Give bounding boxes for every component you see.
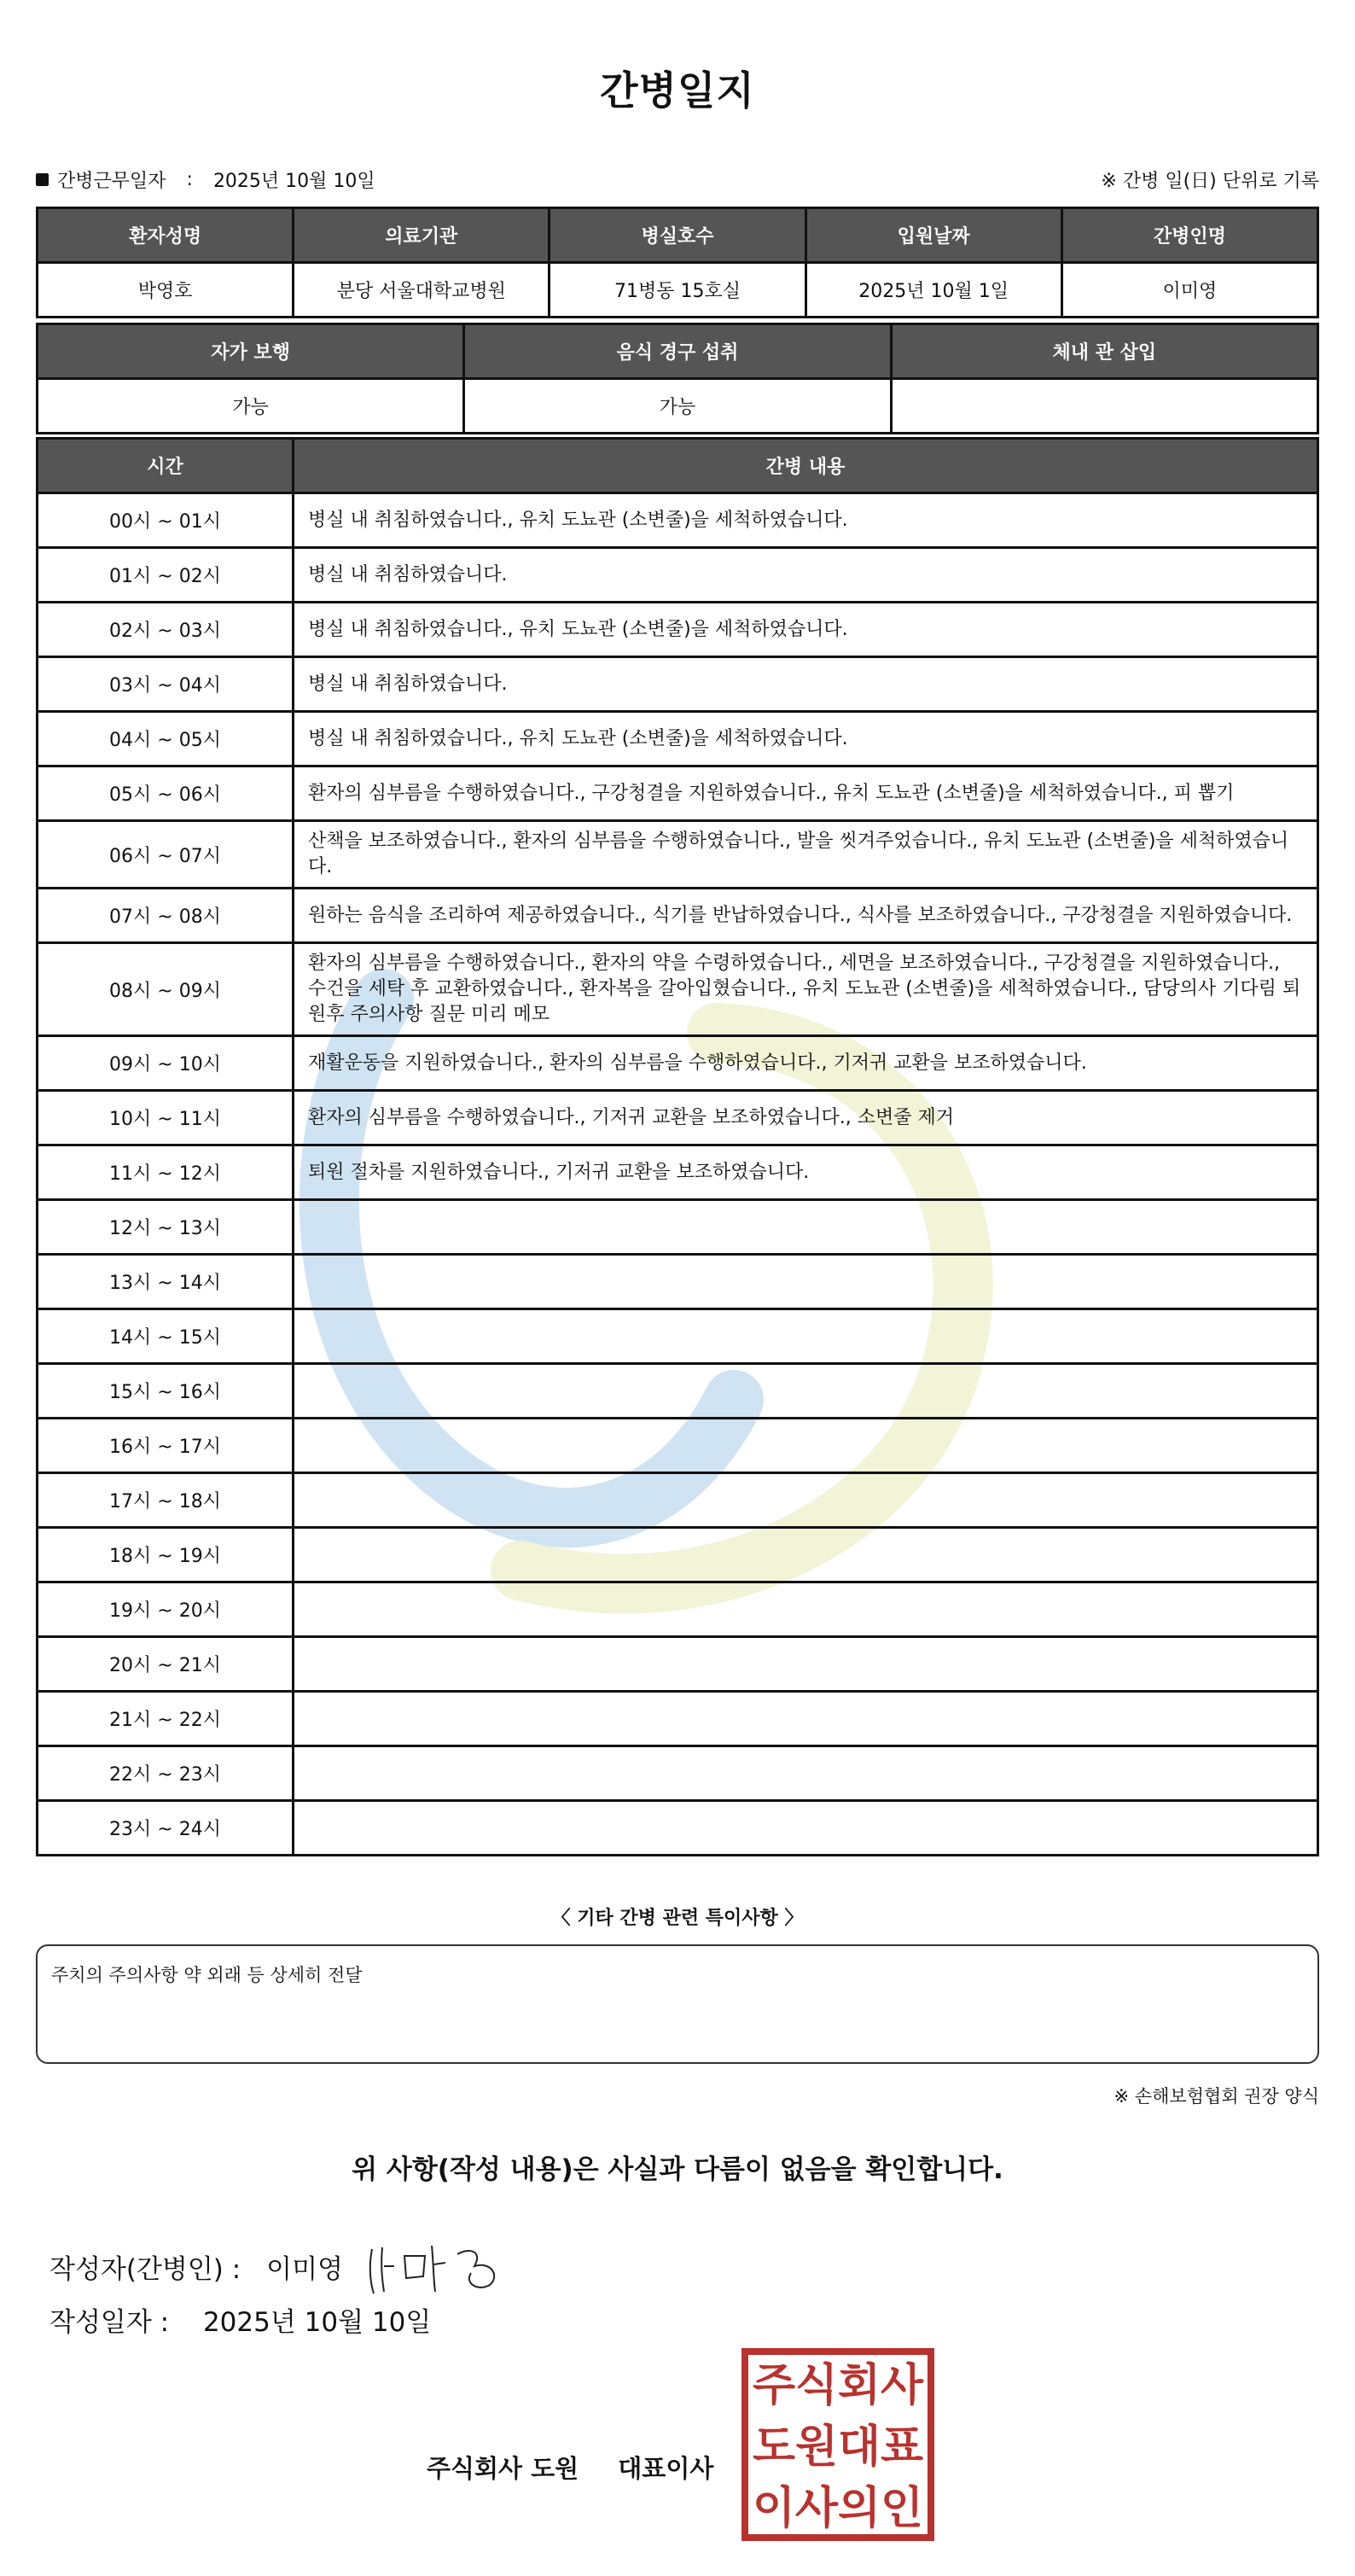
hospital-name: 분당 서울대학교병원 <box>294 263 550 318</box>
remarks-title: 〈 기타 간병 관련 특이사항 〉 <box>551 1908 804 1929</box>
care-log-body <box>38 493 1318 1856</box>
table-row <box>38 1255 1318 1309</box>
room-number: 71병동 15호실 <box>550 263 805 318</box>
table-row <box>38 1200 1318 1255</box>
care-content-cell: 원하는 음식을 조리하여 제공하였습니다., 식기를 반납하였습니다., 식사를 보조하였습니다., 구강청결을 지원하였습니다. <box>294 889 1318 943</box>
time-cell: 02시 ~ 03시 <box>38 603 294 657</box>
table-row <box>38 889 1318 943</box>
table-row <box>38 1746 1318 1801</box>
care-content-cell <box>294 1309 1318 1364</box>
table-row <box>38 821 1318 889</box>
care-content-cell: 병실 내 취침하였습니다. <box>294 657 1318 712</box>
care-content-cell <box>294 1473 1318 1528</box>
writer-row <box>49 2232 517 2300</box>
ceo-title: 대표이사 <box>618 2454 714 2483</box>
self-walking-value: 가능 <box>38 379 464 434</box>
table-row <box>38 548 1318 603</box>
page-title: 간병일지 <box>600 67 755 114</box>
header-care-content: 간병 내용 <box>294 439 1318 493</box>
care-content-cell: 퇴원 절차를 지원하였습니다., 기저귀 교환을 보조하였습니다. <box>294 1145 1318 1200</box>
care-content-cell <box>294 1692 1318 1746</box>
seal-glyph-row: 주식회사 <box>753 2360 924 2411</box>
care-content-cell <box>294 1364 1318 1419</box>
care-content-cell <box>294 1637 1318 1692</box>
patient-status-table <box>36 323 1319 434</box>
table-row <box>38 1473 1318 1528</box>
time-cell: 19시 ~ 20시 <box>38 1582 294 1637</box>
table-row <box>38 1528 1318 1582</box>
table-row <box>38 766 1318 821</box>
writer-label: 작성자(간병인) : <box>49 2253 241 2285</box>
tube-insertion-value <box>891 379 1317 434</box>
table-row <box>38 1801 1318 1856</box>
form-note: ※ 손해보험협회 권장 양식 <box>1114 2086 1319 2107</box>
company-name: 주식회사 도원 <box>427 2454 579 2483</box>
time-cell: 18시 ~ 19시 <box>38 1528 294 1582</box>
header-hospital: 의료기관 <box>294 208 550 263</box>
written-date-label: 작성일자 : <box>49 2307 170 2338</box>
caregiver-name: 이미영 <box>1061 263 1317 318</box>
care-content-cell: 병실 내 취침하였습니다., 유치 도뇨관 (소변줄)을 세척하였습니다. <box>294 493 1318 548</box>
time-cell: 17시 ~ 18시 <box>38 1473 294 1528</box>
header-self-walking: 자가 보행 <box>38 324 464 379</box>
care-content-cell: 재활운동을 지원하였습니다., 환자의 심부름을 수행하였습니다., 기저귀 교환을 보조하였습니다. <box>294 1036 1318 1091</box>
admission-date: 2025년 10월 1일 <box>805 263 1061 318</box>
table-row <box>38 603 1318 657</box>
meta-row <box>36 164 1319 195</box>
care-content-cell <box>294 1746 1318 1801</box>
time-cell: 04시 ~ 05시 <box>38 712 294 766</box>
care-content-cell: 환자의 심부름을 수행하였습니다., 기저귀 교환을 보조하였습니다., 소변줄 제거 <box>294 1091 1318 1145</box>
care-content-cell <box>294 1582 1318 1637</box>
table-row <box>38 493 1318 548</box>
table-row <box>38 1692 1318 1746</box>
unit-note: ※ 간병 일(日) 단위로 기록 <box>1101 170 1319 192</box>
header-caregiver: 간병인명 <box>1061 208 1317 263</box>
written-date-row <box>49 2300 431 2339</box>
table-row <box>38 657 1318 712</box>
care-content-cell: 환자의 심부름을 수행하였습니다., 구강청결을 지원하였습니다., 유치 도뇨관 (소변줄)을 세척하였습니다., 피 뽑기 <box>294 766 1318 821</box>
time-cell: 01시 ~ 02시 <box>38 548 294 603</box>
time-cell: 06시 ~ 07시 <box>38 821 294 889</box>
oral-intake-value: 가능 <box>464 379 891 434</box>
time-cell: 08시 ~ 09시 <box>38 943 294 1036</box>
remarks-text: 주치의 주의사항 약 외래 등 상세히 전달 <box>51 1965 363 1985</box>
care-content-cell <box>294 1419 1318 1473</box>
care-content-cell: 병실 내 취침하였습니다., 유치 도뇨관 (소변줄)을 세척하였습니다. <box>294 603 1318 657</box>
time-cell: 07시 ~ 08시 <box>38 889 294 943</box>
time-cell: 05시 ~ 06시 <box>38 766 294 821</box>
time-cell: 13시 ~ 14시 <box>38 1255 294 1309</box>
patient-info-table <box>36 207 1319 318</box>
care-content-cell <box>294 1200 1318 1255</box>
table-row <box>38 943 1318 1036</box>
header-room: 병실호수 <box>550 208 805 263</box>
written-date-value: 2025년 10월 10일 <box>202 2307 432 2338</box>
care-content-cell: 산책을 보조하였습니다., 환자의 심부름을 수행하였습니다., 발을 씻겨주었습니다., 유치 도뇨관 (소변줄)을 세척하였습니다. <box>294 821 1318 889</box>
writer-name: 이미영 <box>266 2253 344 2285</box>
company-seal-stamp <box>741 2347 935 2542</box>
table-row <box>38 1419 1318 1473</box>
time-cell: 09시 ~ 10시 <box>38 1036 294 1091</box>
header-admission-date: 입원날짜 <box>805 208 1061 263</box>
time-cell: 10시 ~ 11시 <box>38 1091 294 1145</box>
meta-separator: : <box>186 168 193 190</box>
time-cell: 15시 ~ 16시 <box>38 1364 294 1419</box>
table-row <box>38 712 1318 766</box>
time-cell: 12시 ~ 13시 <box>38 1200 294 1255</box>
time-cell: 11시 ~ 12시 <box>38 1145 294 1200</box>
time-cell: 22시 ~ 23시 <box>38 1746 294 1801</box>
table-row <box>38 1364 1318 1419</box>
time-cell: 16시 ~ 17시 <box>38 1419 294 1473</box>
time-cell: 21시 ~ 22시 <box>38 1692 294 1746</box>
table-row <box>38 1145 1318 1200</box>
time-cell: 03시 ~ 04시 <box>38 657 294 712</box>
company-signature-line <box>427 2450 713 2485</box>
work-date-label: 간병근무일자 <box>57 170 166 192</box>
time-cell: 00시 ~ 01시 <box>38 493 294 548</box>
table-row <box>38 1091 1318 1145</box>
time-cell: 23시 ~ 24시 <box>38 1801 294 1856</box>
table-row <box>38 1637 1318 1692</box>
seal-glyph-row: 도원대표 <box>753 2422 923 2473</box>
handwritten-signature <box>363 2232 517 2300</box>
seal-glyph-row: 이사의인 <box>753 2483 923 2534</box>
table-row <box>38 1309 1318 1364</box>
time-cell: 14시 ~ 15시 <box>38 1309 294 1364</box>
time-cell: 20시 ~ 21시 <box>38 1637 294 1692</box>
header-tube-insertion: 체내 관 삽입 <box>891 324 1317 379</box>
bullet-square-icon <box>36 173 49 186</box>
care-log-table <box>36 437 1319 1856</box>
remarks-box <box>36 1944 1319 2064</box>
header-oral-intake: 음식 경구 섭취 <box>464 324 891 379</box>
care-content-cell <box>294 1801 1318 1856</box>
header-time: 시간 <box>38 439 294 493</box>
table-row <box>38 1582 1318 1637</box>
confirmation-statement: 위 사항(작성 내용)은 사실과 다름이 없음을 확인합니다. <box>352 2154 1003 2185</box>
care-content-cell: 병실 내 취침하였습니다., 유치 도뇨관 (소변줄)을 세척하였습니다. <box>294 712 1318 766</box>
care-content-cell: 환자의 심부름을 수행하였습니다., 환자의 약을 수령하였습니다., 세면을 보조하였습니다., 구강청결을 지원하였습니다., 수건을 세탁 후 교환하였습니다., 환자복을 갈아입혔습니다., 유치 도뇨관 (소변줄)을 세척하였습니다., 담당의사 기다림 퇴원후 주의사항 질문 미리 메모 <box>294 943 1318 1036</box>
patient-name: 박영호 <box>38 263 294 318</box>
care-content-cell <box>294 1528 1318 1582</box>
table-row <box>38 1036 1318 1091</box>
work-date-value: 2025년 10월 10일 <box>212 170 375 192</box>
care-content-cell: 병실 내 취침하였습니다. <box>294 548 1318 603</box>
care-content-cell <box>294 1255 1318 1309</box>
header-patient-name: 환자성명 <box>38 208 294 263</box>
